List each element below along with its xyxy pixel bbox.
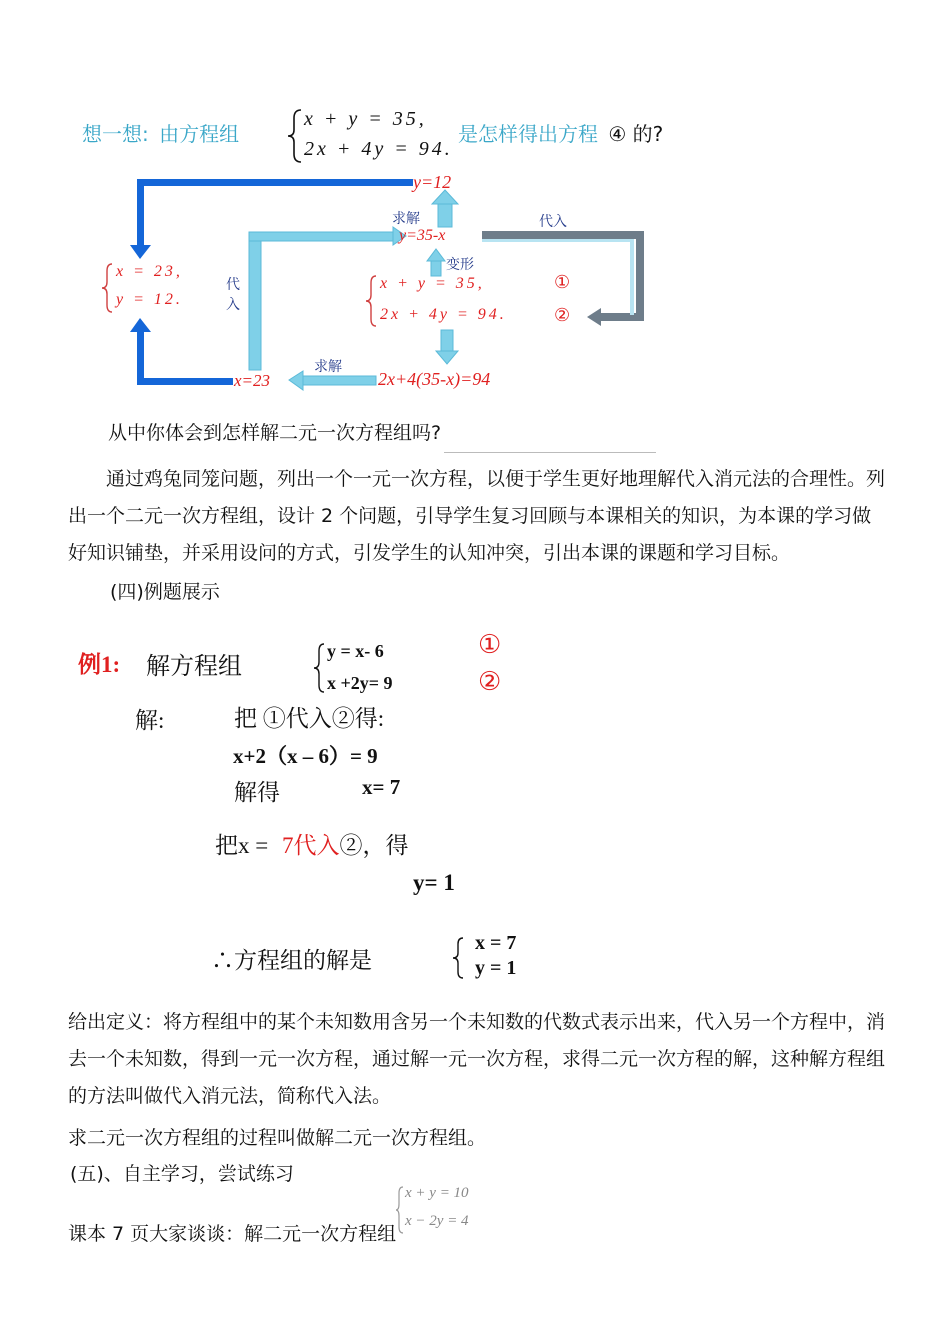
down-arrow-shaft xyxy=(441,330,453,352)
diagram-y-eq: y=12 xyxy=(413,172,452,192)
solution-step4b: 7代入 xyxy=(281,833,340,858)
gray-right-bar xyxy=(636,231,644,321)
left-up-arrowhead xyxy=(130,318,151,332)
diagram-bianxing: 变形 xyxy=(446,257,474,273)
definition-paragraph: 给出定义：将方程组中的某个未知数用含另一个未知数的代数式表示出来，代入另一个方程中，消去一个未知数，得到一元一次方程，通过解一元一次方程，求得二元一次方程的解，这种解方程组的方法叫做代入消元法，简称代入法。 xyxy=(68,1011,886,1107)
section-5-heading: (五)、自主学习，尝试练习 xyxy=(70,1163,294,1185)
example-title: 解方程组 xyxy=(146,654,242,680)
light-inner-strip-v xyxy=(630,239,634,315)
light-inner-strip xyxy=(482,239,630,242)
gray-top-bar xyxy=(482,231,644,239)
solution-step1: 把 ①代入②得: xyxy=(234,706,385,731)
diagram-dairu-v2: 入 xyxy=(226,297,240,313)
section-4-heading: (四)例题展示 xyxy=(110,581,220,603)
light-horizontal xyxy=(249,232,395,241)
solution-sol2: y = 1 xyxy=(475,957,517,979)
definition-2: 求二元一次方程组的过程叫做解二元一次方程组。 xyxy=(68,1127,487,1149)
left-blue-up xyxy=(137,330,144,385)
diagram-y-expr: y=35-x xyxy=(399,227,446,244)
solution-step5: y= 1 xyxy=(413,870,455,895)
think-lead: 由方程组 xyxy=(159,122,240,146)
up-arrowhead-bx xyxy=(427,249,445,261)
question: 从中你体会到怎样解二元一次方程组吗? xyxy=(108,422,442,444)
top-blue-bar xyxy=(137,179,413,186)
exercise-text: 课本 7 页大家谈谈：解二元一次方程组 xyxy=(68,1223,397,1245)
gray-left-arrowhead xyxy=(587,308,601,326)
exercise-eq1: x + y = 10 xyxy=(405,1185,469,1201)
solution-step4 xyxy=(215,827,408,860)
bottom-blue-bar xyxy=(137,378,233,385)
solution-step3b: x= 7 xyxy=(362,775,401,799)
left-blue-down xyxy=(137,179,144,247)
solution-brace xyxy=(452,936,466,980)
exercise-eq2: x − 2y = 4 xyxy=(405,1213,469,1229)
left-arrow-shaft xyxy=(302,376,376,385)
left-down-arrowhead xyxy=(130,245,151,259)
solution-label: 解: xyxy=(135,708,165,733)
solution-sol1: x = 7 xyxy=(475,932,517,954)
example-n2: ② xyxy=(478,667,502,697)
diagram-sys-mid-1: x + y = 35, xyxy=(380,275,485,292)
diagram-sub-eq: 2x+4(35-x)=94 xyxy=(378,369,491,389)
think-suffix-num: ④ xyxy=(608,122,627,146)
paragraph-intro: 通过鸡兔同笼问题，列出一个一元一次方程，以便于学生更好地理解代入消元法的合理性。列出一个二元一次方程组，设计 2 个问题，引导学生复习回顾与本课相关的知识，为本课的学习做好知识铺垫，并采用设问的方式，引发学生的认知冲突，引出本课的课题和学习目标。 xyxy=(68,468,886,564)
example-n1: ① xyxy=(478,630,502,660)
solution-conclusion: ∴方程组的解是 xyxy=(211,948,372,973)
light-vertical xyxy=(249,232,261,370)
think-eq2: 2x + 4y = 94. xyxy=(304,138,453,160)
gray-bottom-bar xyxy=(600,313,644,321)
diagram-dairu-v1: 代 xyxy=(226,277,240,293)
think-prefix: 想一想: xyxy=(82,122,149,146)
diagram-qiujie-bottom: 求解 xyxy=(314,359,342,375)
up-arrow-shaft-top xyxy=(438,203,452,227)
diagram-sys-mid-2: 2x + 4y = 94. xyxy=(380,306,507,323)
diagram-dairu-right: 代入 xyxy=(539,214,567,230)
diagram-circ2: ② xyxy=(554,305,571,326)
flow-diagram-arrows xyxy=(0,0,950,400)
example-brace xyxy=(313,642,327,694)
exercise-brace xyxy=(395,1185,405,1235)
solution-step3a: 解得 xyxy=(234,780,280,805)
example-eq1: y = x- 6 xyxy=(327,641,384,661)
down-arrowhead xyxy=(436,351,458,364)
example-eq2: x +2y= 9 xyxy=(327,673,393,693)
question-underline xyxy=(444,452,656,453)
diagram-sys-left-2: y = 12. xyxy=(116,291,183,308)
mid-system-brace xyxy=(365,274,379,328)
diagram-sys-left-1: x = 23, xyxy=(116,263,183,280)
solution-step4a: 把x = xyxy=(215,833,269,858)
up-arrow-shaft-bx xyxy=(431,260,441,276)
diagram-qiujie-top: 求解 xyxy=(392,211,420,227)
think-suffix-a: 是怎样得出方程 xyxy=(458,122,598,146)
solution-step2: x+2（x – 6）= 9 xyxy=(233,744,378,768)
left-arrowhead xyxy=(289,371,303,390)
diagram-x-eq: x=23 xyxy=(234,371,271,390)
think-eq1: x + y = 35, xyxy=(304,108,427,130)
think-suffix-b: 的? xyxy=(632,122,664,146)
diagram-circ1: ① xyxy=(554,272,571,293)
left-system-brace xyxy=(101,262,115,314)
example-label: 例1: xyxy=(78,652,121,677)
solution-step4c: ②，得 xyxy=(339,833,409,858)
